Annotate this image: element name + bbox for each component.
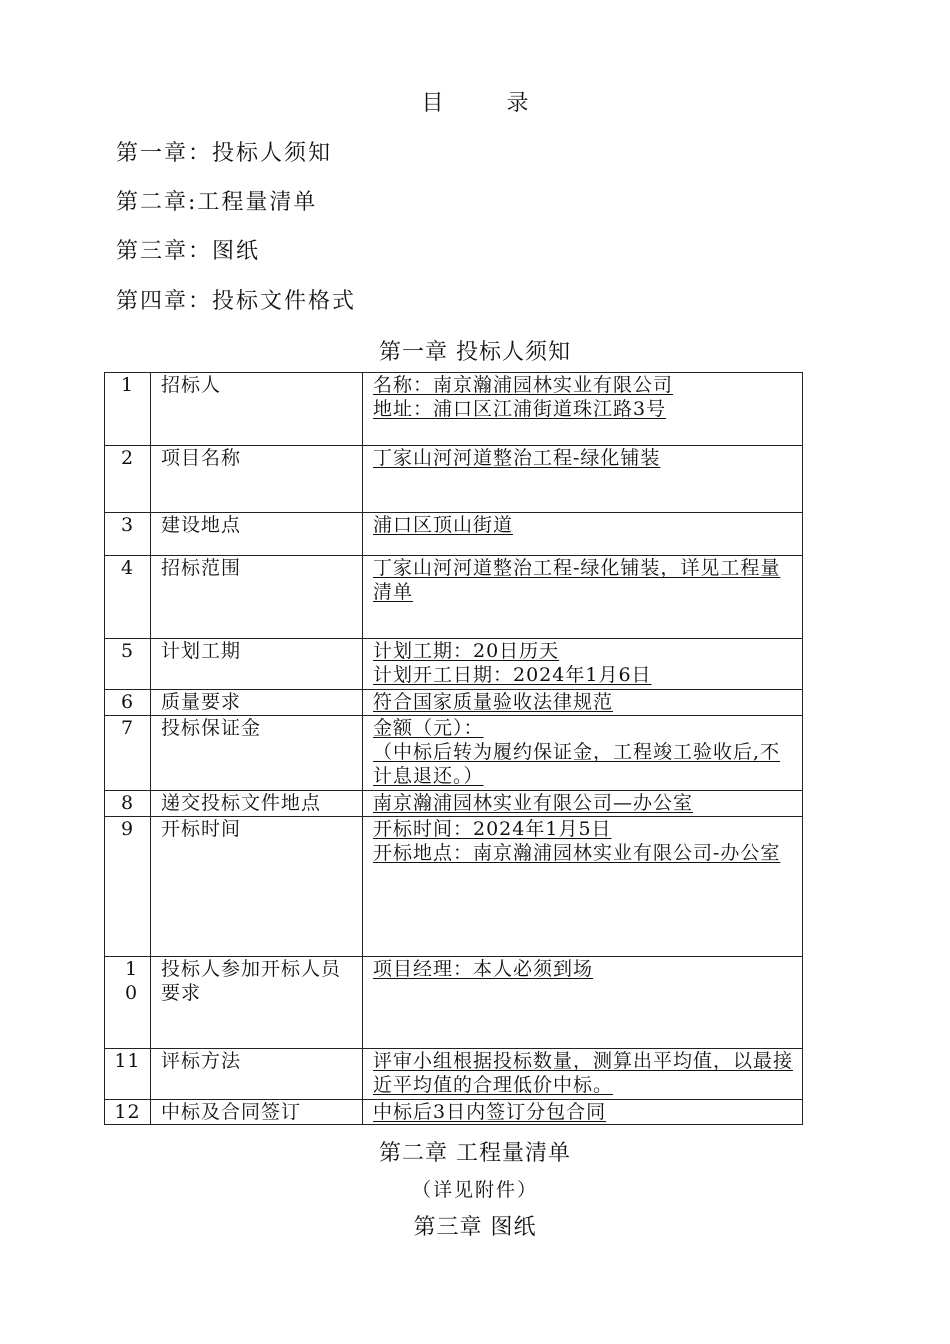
content-line: 浦口区顶山街道 — [373, 514, 514, 536]
row-item: 招标人 — [151, 373, 363, 446]
content-line: 金额（元）： — [373, 717, 484, 739]
table-row — [105, 556, 803, 639]
content-line: 地址：浦口区江浦街道珠江路3号 — [373, 398, 667, 420]
row-number: 10 — [105, 957, 151, 1049]
row-item: 开标时间 — [151, 817, 363, 957]
toc-item-chapter-4[interactable]: 第四章：投标文件格式 — [116, 289, 357, 314]
toc-item-chapter-1[interactable]: 第一章：投标人须知 — [116, 141, 333, 166]
row-number: 11 — [105, 1049, 151, 1100]
chapter-1-heading: 第一章 投标人须知 — [379, 340, 571, 365]
row-content — [363, 1049, 803, 1100]
table-row — [105, 957, 803, 1049]
row-content — [363, 513, 803, 556]
row-content — [363, 957, 803, 1049]
row-number: 8 — [105, 791, 151, 817]
table-row — [105, 373, 803, 446]
row-number: 9 — [105, 817, 151, 957]
chapter-3-heading: 第三章 图纸 — [413, 1215, 537, 1240]
row-item: 中标及合同签订 — [151, 1100, 363, 1125]
content-line: 开标时间：2024年1月5日 — [373, 818, 612, 840]
row-content — [363, 446, 803, 513]
row-number: 4 — [105, 556, 151, 639]
table-row — [105, 1049, 803, 1100]
row-content — [363, 817, 803, 957]
content-line: 丁家山河河道整治工程-绿化铺装，详见工程量清单 — [373, 557, 781, 603]
content-line: 开标地点：南京瀚浦园林实业有限公司-办公室 — [373, 842, 781, 864]
content-line: 符合国家质量验收法律规范 — [373, 691, 614, 713]
content-line: 丁家山河河道整治工程-绿化铺装 — [373, 447, 661, 469]
row-content — [363, 639, 803, 690]
table-row — [105, 791, 803, 817]
content-line: 计划开工日期：2024年1月6日 — [373, 664, 652, 686]
content-line: 项目经理：本人必须到场 — [373, 958, 594, 980]
table-row — [105, 716, 803, 791]
content-line: 名称：南京瀚浦园林实业有限公司 — [373, 374, 674, 396]
row-item: 投标保证金 — [151, 716, 363, 791]
row-number: 1 — [105, 373, 151, 446]
row-content — [363, 556, 803, 639]
toc-item-chapter-3[interactable]: 第三章：图纸 — [116, 239, 261, 264]
row-item: 建设地点 — [151, 513, 363, 556]
row-content — [363, 791, 803, 817]
content-line: （中标后转为履约保证金，工程竣工验收后,不计息退还。） — [373, 741, 781, 787]
content-line: 计划工期：20日历天 — [373, 640, 560, 662]
row-number: 6 — [105, 690, 151, 716]
row-content — [363, 1100, 803, 1125]
row-content — [363, 373, 803, 446]
table-row — [105, 817, 803, 957]
row-item: 投标人参加开标人员要求 — [151, 957, 363, 1049]
toc-item-chapter-2[interactable]: 第二章:工程量清单 — [116, 190, 318, 215]
row-number: 5 — [105, 639, 151, 690]
row-item: 计划工期 — [151, 639, 363, 690]
table-row — [105, 513, 803, 556]
chapter-2-heading: 第二章 工程量清单 — [379, 1141, 571, 1166]
row-number: 7 — [105, 716, 151, 791]
row-item: 递交投标文件地点 — [151, 791, 363, 817]
row-number: 12 — [105, 1100, 151, 1125]
row-number: 3 — [105, 513, 151, 556]
row-item: 项目名称 — [151, 446, 363, 513]
table-row — [105, 1100, 803, 1125]
row-content — [363, 690, 803, 716]
chapter-2-note: （详见附件） — [411, 1179, 538, 1201]
bidder-instructions-table — [104, 372, 803, 1125]
table-row — [105, 690, 803, 716]
row-item: 招标范围 — [151, 556, 363, 639]
content-line: 中标后3日内签订分包合同 — [373, 1101, 607, 1123]
row-item: 评标方法 — [151, 1049, 363, 1100]
row-number: 2 — [105, 446, 151, 513]
table-row — [105, 446, 803, 513]
content-line: 南京瀚浦园林实业有限公司—办公室 — [373, 792, 694, 814]
row-content — [363, 716, 803, 791]
content-line: 评审小组根据投标数量，测算出平均值，以最接近平均值的合理低价中标。 — [373, 1050, 794, 1096]
row-item: 质量要求 — [151, 690, 363, 716]
table-row — [105, 639, 803, 690]
toc-title: 目 录 — [421, 91, 557, 116]
